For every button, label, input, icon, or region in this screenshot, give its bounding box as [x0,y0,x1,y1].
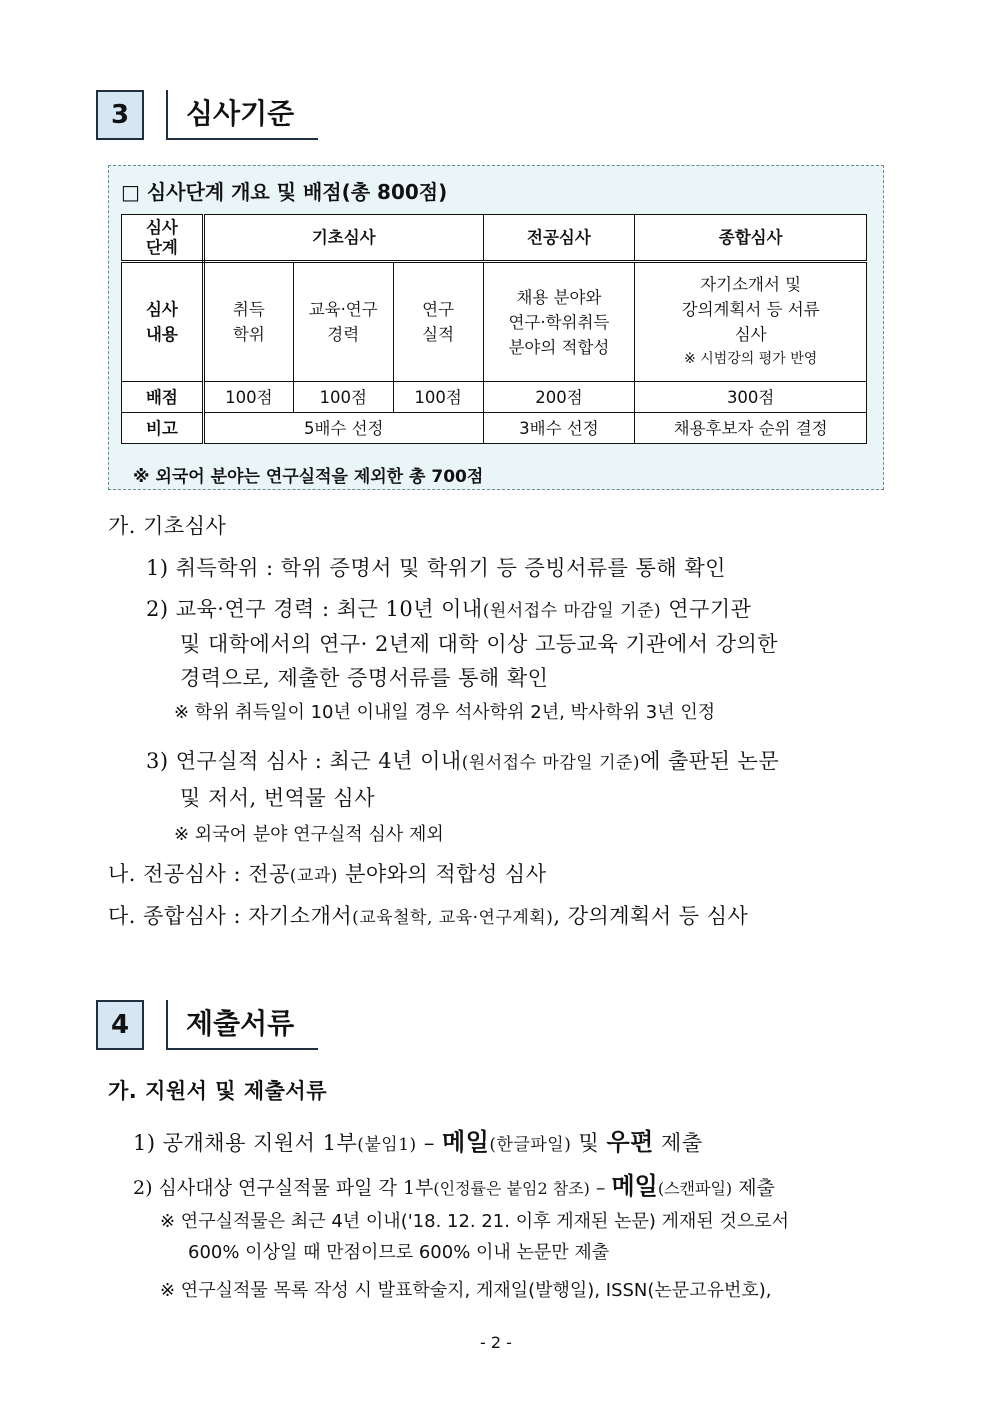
table-cell [635,262,867,382]
career-note: ※ 학위 취득일이 10년 이내일 경우 석사학위 2년, 박사학위 3년 인정 [174,702,716,723]
heading-basic-review: 가. 기초심사 [108,514,227,538]
text: 에 출판된 논문 [640,749,780,773]
item-research-files [133,1166,775,1201]
table-cell: 비고 [122,413,204,444]
text: (붙임1) [357,1135,417,1155]
item-application [133,1122,703,1157]
cell-text: 자기소개서 및 강의계획서 등 서류 심사 [681,275,820,344]
text: 제출 [732,1177,775,1199]
item-career-cont2: 경력으로, 제출한 증명서류를 통해 확인 [180,666,549,690]
table-cell: 심사 단계 [122,215,204,262]
section-title: 심사기준 [166,90,318,140]
section-title: 제출서류 [166,1000,318,1050]
criteria-table [121,214,867,444]
research-files-note: ※ 연구실적물은 최근 4년 이내('18. 12. 21. 이후 게재된 논문) 게재된 것으로서 [160,1211,790,1232]
research-files-note-cont: 600% 이상일 때 만점이므로 600% 이내 논문만 제출 [188,1242,610,1263]
table-cell: 전공심사 [483,215,635,262]
table-row [122,215,867,262]
table-cell: 종합심사 [635,215,867,262]
text: 메일 [442,1127,490,1156]
text: 우편 [606,1127,654,1156]
text: 분야와의 적합성 심사 [337,862,547,886]
table-cell: 100점 [293,382,393,413]
table-cell: 3배수 선정 [483,413,635,444]
text: 2) 심사대상 연구실적물 파일 각 1부 [133,1177,434,1199]
text: 메일 [611,1171,658,1200]
text: – [416,1131,443,1155]
text: (교육철학, 교육·연구계획) [352,908,554,928]
criteria-box-title: □ 심사단계 개요 및 배점(총 800점) [121,180,448,204]
table-cell: 100점 [203,382,293,413]
item-research-cont: 및 저서, 번역물 심사 [180,786,375,810]
heading-overall-review [108,900,748,930]
text: (교과) [289,866,338,886]
text: , 강의계획서 등 심사 [553,904,749,928]
text: (인정률은 붙임2 참조) [433,1179,590,1198]
table-cell: 배점 [122,382,204,413]
section-number: 4 [96,1000,144,1050]
table-cell: 채용 분야와 연구·학위취득 분야의 적합성 [483,262,635,382]
text: 3) 연구실적 심사 : 최근 4년 이내 [146,749,462,773]
text: 다. 종합심사 : 자기소개서 [108,904,353,928]
table-cell: 기초심사 [203,215,483,262]
text: 연구기관 [661,597,752,621]
table-cell: 연구 실적 [393,262,483,382]
table-cell: 200점 [483,382,635,413]
criteria-box [108,165,884,490]
text: 2) 교육·연구 경력 : 최근 10년 이내 [146,597,483,621]
table-row [122,413,867,444]
criteria-note: ※ 외국어 분야는 연구실적을 제외한 총 700점 [133,467,484,487]
research-note: ※ 외국어 분야 연구실적 심사 제외 [174,824,444,845]
table-cell: 300점 [635,382,867,413]
item-research [146,745,779,775]
text: 나. 전공심사 : 전공 [108,862,290,886]
table-cell: 100점 [393,382,483,413]
table-cell: 채용후보자 순위 결정 [635,413,867,444]
text: (한글파일) [489,1135,572,1155]
table-row [122,382,867,413]
table-cell: 교육·연구 경력 [293,262,393,382]
cell-note: ※ 시범강의 평가 반영 [684,351,818,367]
item-career-cont: 및 대학에서의 연구· 2년제 대학 이상 고등교육 기관에서 강의한 [180,632,779,656]
text: (원서접수 마감일 기준) [461,753,641,773]
text: – [589,1177,612,1199]
text: 1) 공개채용 지원서 1부 [133,1131,358,1155]
heading-major-review [108,858,547,888]
table-cell: 5배수 선정 [203,413,483,444]
table-cell: 취득 학위 [203,262,293,382]
text: (스캔파일) [657,1179,733,1198]
text: 제출 [653,1131,703,1155]
text: 및 [571,1131,607,1155]
table-row [122,262,867,382]
item-degree: 1) 취득학위 : 학위 증명서 및 학위기 등 증빙서류를 통해 확인 [146,556,726,580]
text: (원서접수 마감일 기준) [482,601,662,621]
table-cell: 심사 내용 [122,262,204,382]
section-number: 3 [96,90,144,140]
item-career [146,593,751,623]
heading-documents: 가. 지원서 및 제출서류 [108,1079,327,1103]
page-number: - 2 - [480,1333,512,1352]
research-list-note: ※ 연구실적물 목록 작성 시 발표학술지, 게재일(발행일), ISSN(논문고유번호), [160,1280,772,1301]
